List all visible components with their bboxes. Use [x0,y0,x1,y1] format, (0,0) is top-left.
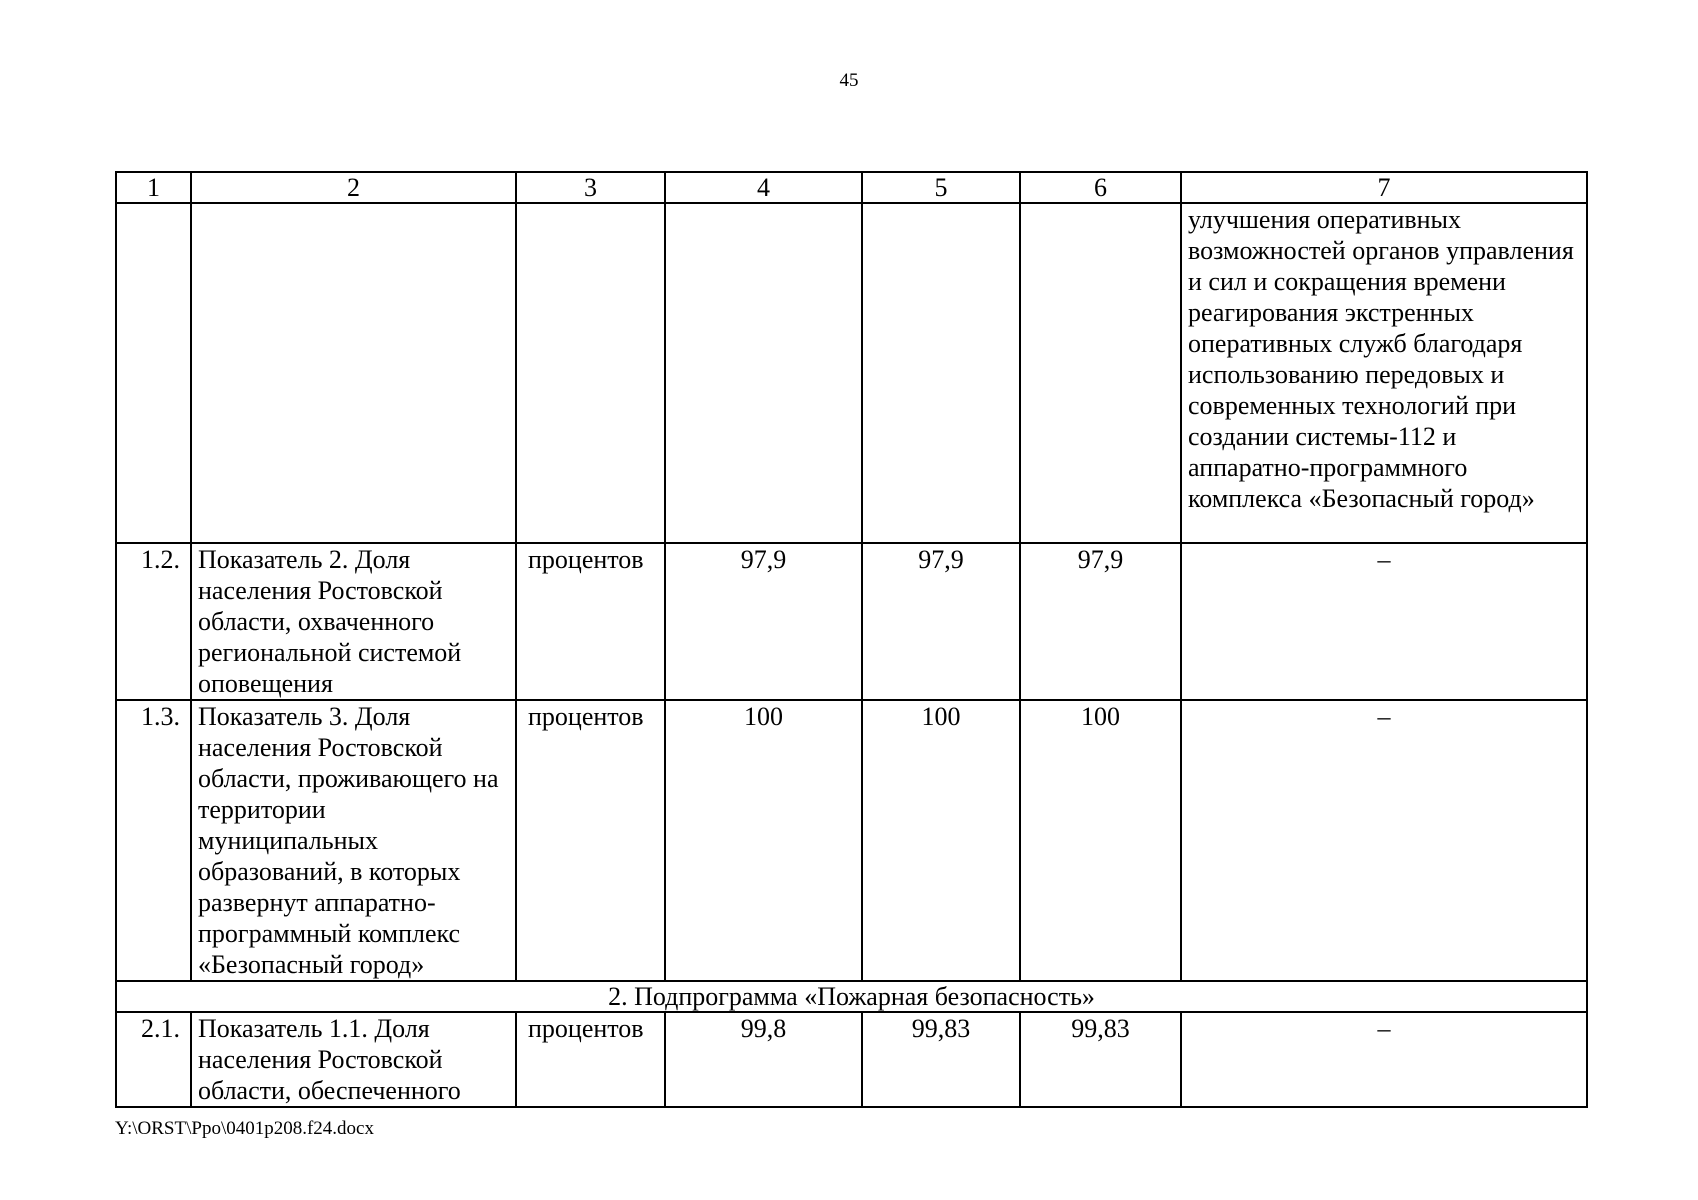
indicators-table [115,171,1588,1108]
unit-cell: процентов [516,1012,665,1107]
indicator-name: Показатель 1.1. Доля населения Ростовской области, обеспеченного [191,1012,516,1107]
page-number: 45 [839,70,859,91]
header-cell: 5 [862,172,1020,203]
value-cell-4: 99,8 [665,1012,862,1107]
value-cell-5: 100 [862,700,1020,981]
subprogram-section-row [116,981,1587,1012]
indicator-name: Показатель 2. Доля населения Ростовской области, охваченного региональной системой оповещения [191,543,516,700]
value-cell-6: 100 [1020,700,1181,981]
empty-cell [1020,203,1181,543]
header-cell: 1 [116,172,191,203]
note-cell: – [1181,1012,1587,1107]
footer-file-path: Y:\ORST\Ppo\0401p208.f24.docx [115,1118,374,1139]
value-cell-5: 97,9 [862,543,1020,700]
row-number: 1.3. [116,700,191,981]
empty-cell [516,203,665,543]
table-row-continuation [116,203,1587,543]
empty-cell [191,203,516,543]
value-cell-6: 97,9 [1020,543,1181,700]
header-cell: 4 [665,172,862,203]
empty-cell [116,203,191,543]
section-title: 2. Подпрограмма «Пожарная безопасность» [116,981,1587,1012]
header-cell: 7 [1181,172,1587,203]
table-row [116,1012,1587,1107]
table-header-row [116,172,1587,203]
note-cell: – [1181,700,1587,981]
unit-cell: процентов [516,543,665,700]
value-cell-6: 99,83 [1020,1012,1181,1107]
table-row [116,700,1587,981]
table-row [116,543,1587,700]
value-cell-5: 99,83 [862,1012,1020,1107]
unit-cell: процентов [516,700,665,981]
row-number: 2.1. [116,1012,191,1107]
row-number: 1.2. [116,543,191,700]
continuation-note-cell: улучшения оперативных возможностей органов управления и сил и сокращения времени реагирования экстренных оперативных служб благодаря использованию передовых и современных технологий при создании системы-112 и аппаратно-программного комплекса «Безопасный город» [1181,203,1587,543]
header-cell: 6 [1020,172,1181,203]
value-cell-4: 100 [665,700,862,981]
empty-cell [862,203,1020,543]
value-cell-4: 97,9 [665,543,862,700]
empty-cell [665,203,862,543]
note-cell: – [1181,543,1587,700]
indicator-name: Показатель 3. Доля населения Ростовской области, проживающего на территории муниципальных образований, в которых развернут аппаратно-программный комплекс «Безопасный город» [191,700,516,981]
header-cell: 3 [516,172,665,203]
header-cell: 2 [191,172,516,203]
